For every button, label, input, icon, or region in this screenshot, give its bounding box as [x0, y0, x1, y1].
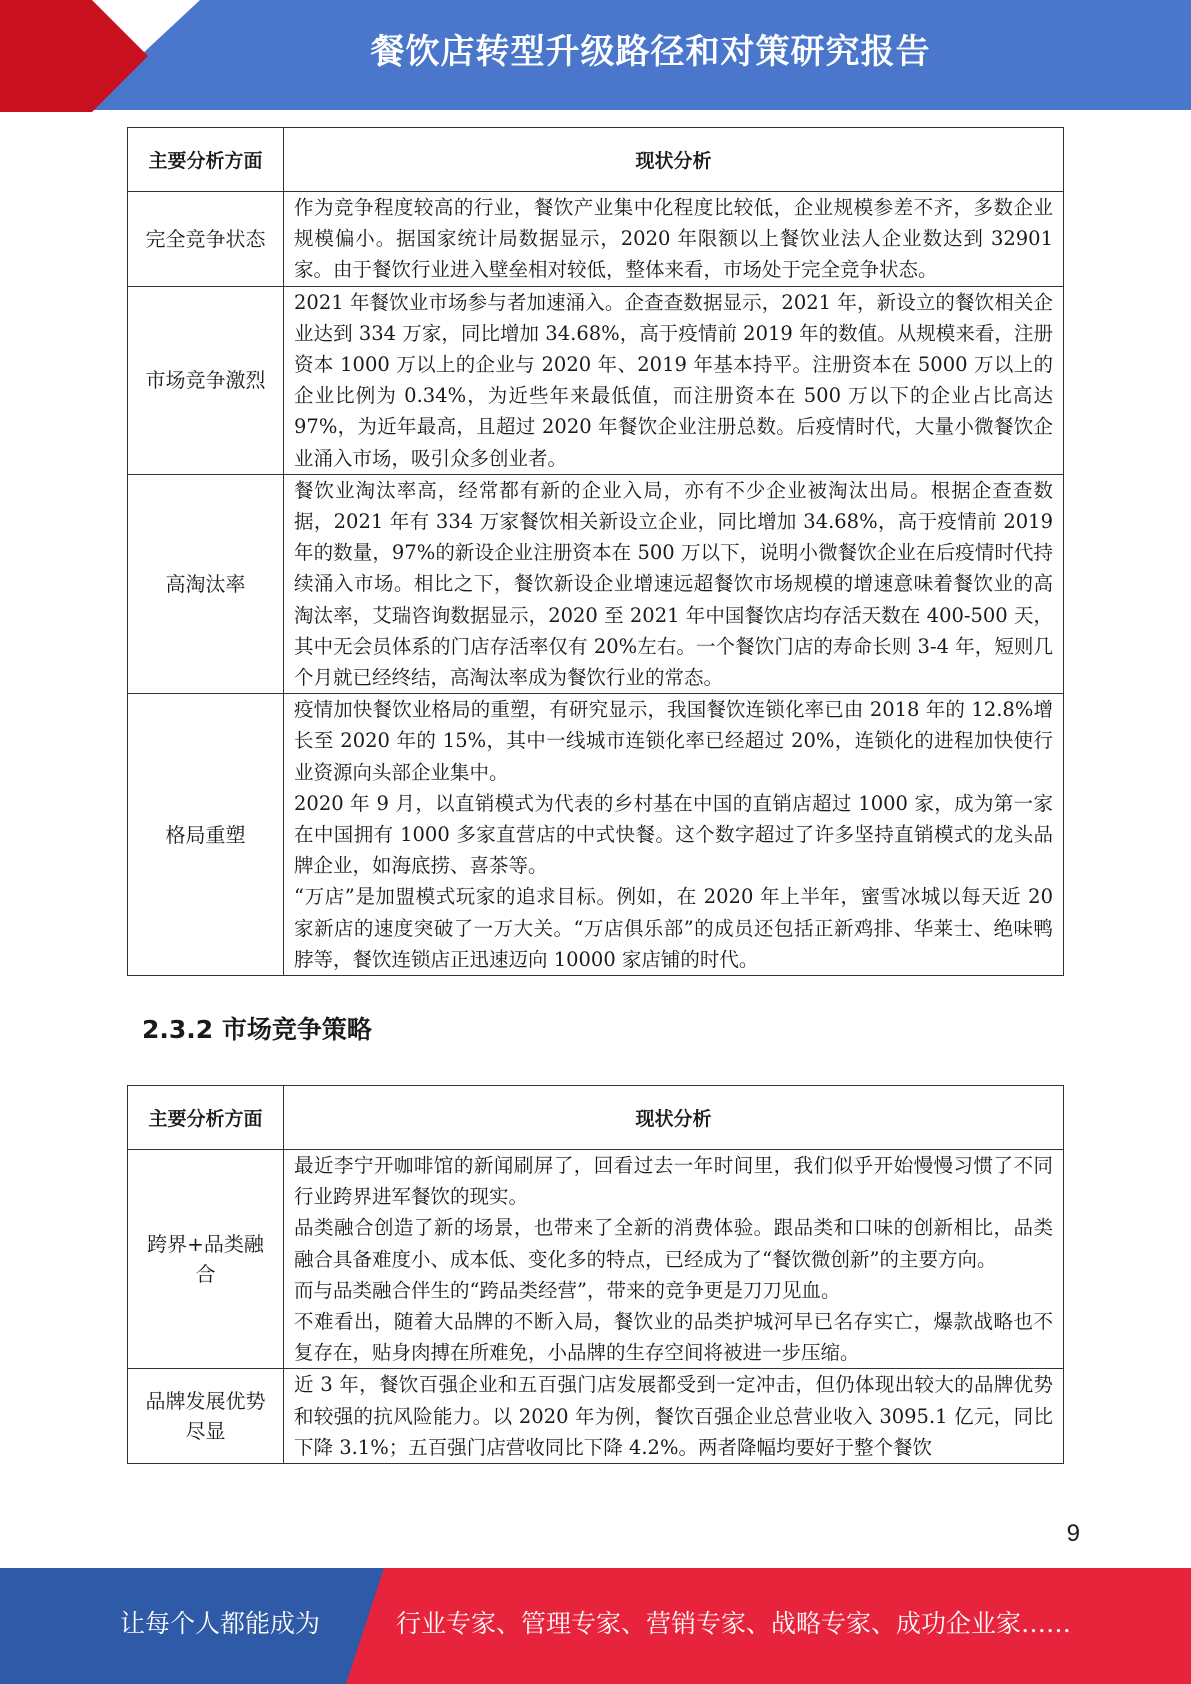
- column-header-analysis: 现状分析: [284, 128, 1064, 192]
- table-row: [128, 694, 1064, 976]
- table-row: [128, 474, 1064, 693]
- row-aspect: 格局重塑: [128, 694, 284, 976]
- header-arrow-decoration: [0, 0, 200, 112]
- row-analysis: [284, 1150, 1064, 1369]
- competition-strategy-table: [127, 1085, 1064, 1464]
- table-row: [128, 286, 1064, 474]
- analysis-paragraph: 餐饮业淘汰率高，经常都有新的企业入局，亦有不少企业被淘汰出局。根据企查查数据，2021 年有 334 万家餐饮相关新设立企业，同比增加 34.68%，高于疫情前 2019 年的数量，97%的新设企业注册资本在 500 万以下，说明小微餐饮企业在后疫情时代持续涌入市场。相比之下，餐饮新设企业增速远超餐饮市场规模的增速意味着餐饮业的高淘汰率，艾瑞咨询数据显示，2020 至 2021 年中国餐饮店均存活天数在 400-500 天，其中无会员体系的门店存活率仅有 20%左右。一个餐饮门店的寿命长则 3-4 年，短则几个月就已经终结，高淘汰率成为餐饮行业的常态。: [294, 478, 1053, 690]
- report-title: 餐饮店转型升级路径和对策研究报告: [370, 32, 931, 72]
- table-header-row: [128, 1086, 1064, 1150]
- table-header-row: [128, 128, 1064, 192]
- analysis-paragraph: 不难看出，随着大品牌的不断入局，餐饮业的品类护城河早已名存实亡，爆款战略也不复存在，贴身肉搏在所难免，小品牌的生存空间将被进一步压缩。: [294, 1310, 1053, 1365]
- row-analysis: [284, 474, 1064, 693]
- page-number: 9: [1066, 1520, 1080, 1547]
- footer-slogan-left: 让每个人都能成为: [120, 1609, 321, 1638]
- analysis-paragraph: 品类融合创造了新的场景，也带来了全新的消费体验。跟品类和口味的创新相比，品类融合具备难度小、成本低、变化多的特点，已经成为了“餐饮微创新”的主要方向。: [294, 1216, 1053, 1271]
- row-analysis: [284, 1369, 1064, 1464]
- analysis-paragraph: 2020 年 9 月，以直销模式为代表的乡村基在中国的直销店超过 1000 家，成为第一家在中国拥有 1000 多家直营店的中式快餐。这个数字超过了许多坚持直销模式的龙头品牌企业，如海底捞、喜茶等。: [294, 791, 1053, 878]
- status-analysis-table: [127, 127, 1064, 976]
- analysis-paragraph: 最近李宁开咖啡馆的新闻刷屏了，回看过去一年时间里，我们似乎开始慢慢习惯了不同行业跨界进军餐饮的现实。: [294, 1154, 1053, 1209]
- table-row: [128, 192, 1064, 287]
- page-footer: [0, 1568, 1191, 1684]
- row-analysis: [284, 286, 1064, 474]
- column-header-analysis: 现状分析: [284, 1086, 1064, 1150]
- row-aspect: 完全竞争状态: [128, 192, 284, 287]
- row-analysis: [284, 192, 1064, 287]
- footer-slogan-right: 行业专家、管理专家、营销专家、战略专家、成功企业家……: [396, 1609, 1072, 1638]
- column-header-aspect: 主要分析方面: [128, 1086, 284, 1150]
- section-heading: 2.3.2 市场竞争策略: [142, 1015, 372, 1044]
- column-header-aspect: 主要分析方面: [128, 128, 284, 192]
- analysis-paragraph: “万店”是加盟模式玩家的追求目标。例如，在 2020 年上半年，蜜雪冰城以每天近 20 家新店的速度突破了一万大关。“万店俱乐部”的成员还包括正新鸡排、华莱士、绝味鸭脖等，餐饮连锁店正迅速迈向 10000 家店铺的时代。: [294, 885, 1053, 971]
- analysis-paragraph: 疫情加快餐饮业格局的重塑，有研究显示，我国餐饮连锁化率已由 2018 年的 12.8%增长至 2020 年的 15%，其中一线城市连锁化率已经超过 20%，连锁化的进程加快使行业资源向头部企业集中。: [294, 698, 1053, 784]
- table-row: [128, 1150, 1064, 1369]
- analysis-paragraph: 2021 年餐饮业市场参与者加速涌入。企查查数据显示，2021 年，新设立的餐饮相关企业达到 334 万家，同比增加 34.68%，高于疫情前 2019 年的数值。从规模来看，注册资本 1000 万以上的企业与 2020 年、2019 年基本持平。注册资本在 5000 万以上的企业比例为 0.34%，为近些年来最低值，而注册资本在 500 万以下的企业占比高达 97%，为近年最高，且超过 2020 年餐饮企业注册总数。后疫情时代，大量小微餐饮企业涌入市场，吸引众多创业者。: [294, 290, 1053, 470]
- table-row: [128, 1369, 1064, 1464]
- row-aspect: 跨界+品类融合: [128, 1150, 284, 1369]
- row-aspect: 市场竞争激烈: [128, 286, 284, 474]
- analysis-paragraph: 作为竞争程度较高的行业，餐饮产业集中化程度比较低，企业规模参差不齐，多数企业规模偏小。据国家统计局数据显示，2020 年限额以上餐饮业法人企业数达到 32901 家。由于餐饮行业进入壁垒相对较低，整体来看，市场处于完全竞争状态。: [294, 196, 1053, 282]
- analysis-paragraph: 而与品类融合伴生的“跨品类经营”，带来的竞争更是刀刀见血。: [294, 1278, 841, 1302]
- row-aspect: 品牌发展优势尽显: [128, 1369, 284, 1464]
- analysis-paragraph: 近 3 年，餐饮百强企业和五百强门店发展都受到一定冲击，但仍体现出较大的品牌优势和较强的抗风险能力。以 2020 年为例，餐饮百强企业总营业收入 3095.1 亿元，同比下降 3.1%；五百强门店营收同比下降 4.2%。两者降幅均要好于整个餐饮: [294, 1373, 1053, 1459]
- row-aspect: 高淘汰率: [128, 474, 284, 693]
- page-header: [0, 0, 1191, 110]
- row-analysis: [284, 694, 1064, 976]
